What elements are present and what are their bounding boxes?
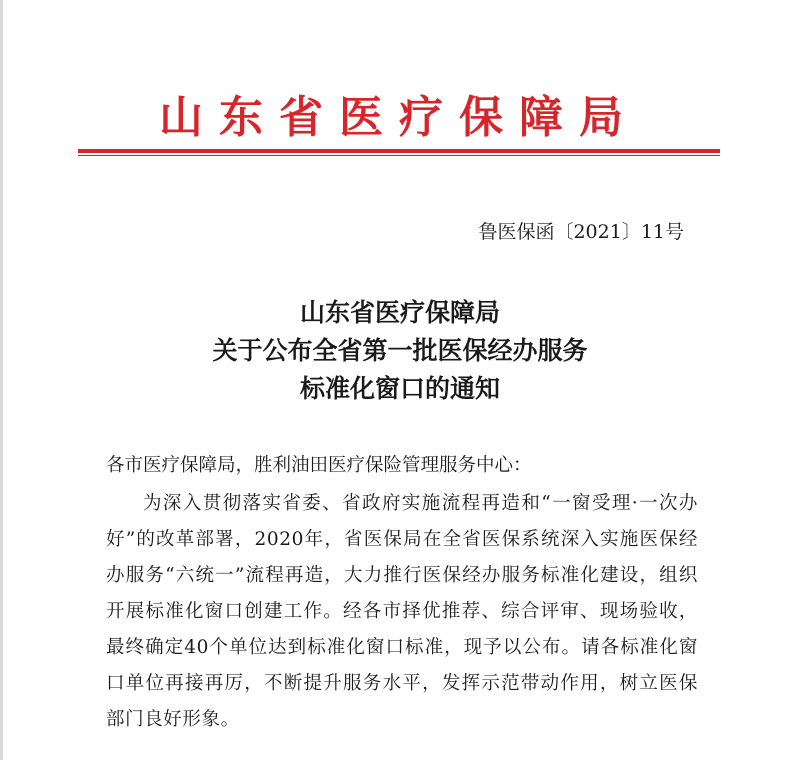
agency-masthead: 山东省医疗保障局 bbox=[159, 92, 639, 143]
title-line-2: 关于公布全省第一批医保经办服务 bbox=[212, 336, 588, 365]
salutation: 各市医疗保障局，胜利油田医疗保险管理服务中心： bbox=[106, 455, 532, 476]
title-line-3: 标准化窗口的通知 bbox=[299, 374, 500, 403]
document-title bbox=[100, 294, 700, 408]
body-paragraph: 为深入贯彻落实省委、省政府实施流程再造和“一窗受理·一次办好”的改革部署，2020年，省医保局在全省医保系统深入实施医保经办服务“六统一”流程再造，大力推行医保经办服务标准化建设，组织开展标准化窗口创建工作。经各市择优推荐、综合评审、现场验收，最终确定40个单位达到标准化窗口标准，现予以公布。请各标准化窗口单位再接再厉，不断提升服务水平，发挥示范带动作用，树立医保部门良好形象。 bbox=[106, 493, 698, 730]
title-line-1: 山东省医疗保障局 bbox=[299, 298, 500, 327]
masthead-rule-thin bbox=[78, 155, 720, 156]
page-left-edge bbox=[0, 0, 3, 760]
document-number: 鲁医保函〔2021〕11号 bbox=[478, 221, 684, 243]
masthead-rule-thick bbox=[78, 149, 720, 153]
